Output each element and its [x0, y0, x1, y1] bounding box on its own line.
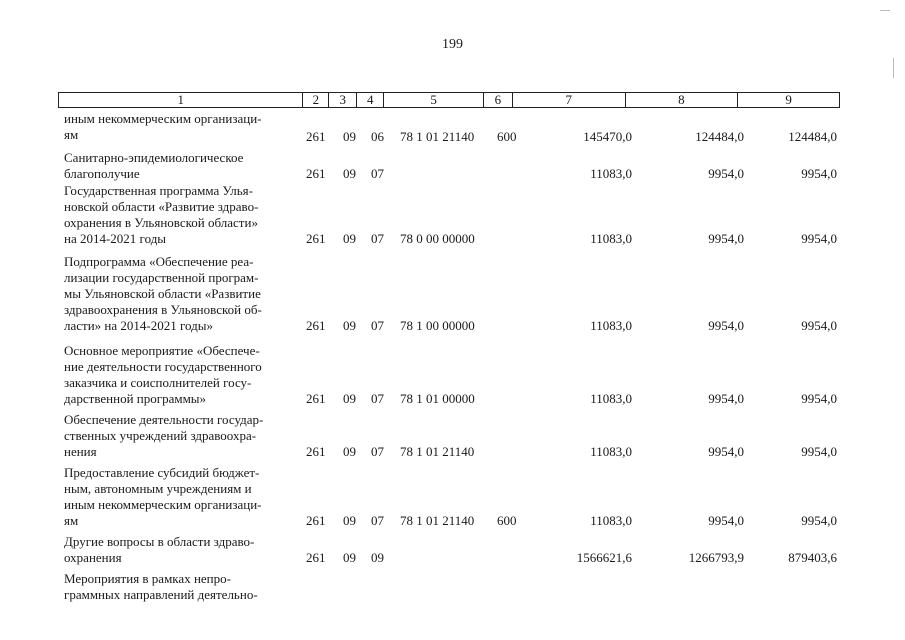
- description-line: ние деятельности государственного: [64, 359, 262, 374]
- cell-c7: 11083,0: [590, 444, 632, 459]
- cell-c4: 09: [371, 550, 384, 565]
- description-line: охранения в Ульяновской области»: [64, 215, 258, 230]
- cell-c7: 11083,0: [590, 231, 632, 246]
- description-line: новской области «Развитие здраво-: [64, 199, 259, 214]
- cell-c2: 261: [306, 550, 326, 565]
- cell-c8: 9954,0: [708, 513, 744, 528]
- cell-c7: 11083,0: [590, 391, 632, 406]
- cell-c6: 600: [497, 129, 517, 144]
- table-row: [0, 534, 905, 566]
- description-line: охранения: [64, 550, 122, 565]
- row-description: [64, 465, 300, 529]
- cell-c5: 78 1 01 21140: [400, 129, 475, 144]
- description-line: ям: [64, 513, 79, 528]
- cell-c2: 261: [306, 391, 326, 406]
- cell-c8: 9954,0: [708, 391, 744, 406]
- description-line: Мероприятия в рамках непро-: [64, 571, 231, 586]
- cell-c2: 261: [306, 166, 326, 181]
- description-line: Обеспечение деятельности государ-: [64, 412, 264, 427]
- cell-c3: 09: [343, 318, 356, 333]
- cell-c3: 09: [343, 513, 356, 528]
- table-row: [0, 571, 905, 603]
- cell-c4: 06: [371, 129, 384, 144]
- cell-c8: 1266793,9: [688, 550, 744, 565]
- cell-c2: 261: [306, 318, 326, 333]
- description-line: иным некоммерческим организаци-: [64, 497, 262, 512]
- cell-c4: 07: [371, 166, 384, 181]
- description-line: граммных направлений деятельно-: [64, 587, 258, 602]
- description-line: Санитарно-эпидемиологическое: [64, 150, 244, 165]
- cell-c4: 07: [371, 231, 384, 246]
- scan-artifact: [880, 10, 890, 11]
- header-col-9: 9: [785, 92, 792, 107]
- table-row: [0, 254, 905, 334]
- cell-c5: 78 1 01 00000: [400, 391, 475, 406]
- cell-c9: 9954,0: [801, 513, 837, 528]
- cell-c5: 78 1 00 00000: [400, 318, 475, 333]
- page-number: 199: [442, 37, 463, 52]
- cell-c7: 11083,0: [590, 166, 632, 181]
- description-line: ям: [64, 127, 79, 142]
- row-description: [64, 412, 300, 460]
- header-col-7: 7: [513, 93, 626, 107]
- cell-c4: 07: [371, 318, 384, 333]
- header-col-3: 3: [329, 93, 357, 107]
- header-col-4: 4: [357, 93, 384, 107]
- description-line: дарственной программы»: [64, 391, 207, 406]
- header-col-6: 6: [484, 93, 513, 107]
- description-line: иным некоммерческим организаци-: [64, 111, 262, 126]
- cell-c3: 09: [343, 550, 356, 565]
- scan-artifact: [893, 58, 894, 78]
- row-description: [64, 254, 300, 334]
- table-row: [0, 465, 905, 529]
- description-line: Другие вопросы в области здраво-: [64, 534, 255, 549]
- description-line: нения: [64, 444, 97, 459]
- row-description: [64, 150, 300, 182]
- cell-c8: 124484,0: [695, 129, 744, 144]
- header-col-5: 5: [384, 93, 484, 107]
- table-row: [0, 150, 905, 182]
- header-col-2: 2: [303, 93, 329, 107]
- cell-c8: 9954,0: [708, 444, 744, 459]
- cell-c3: 09: [343, 129, 356, 144]
- description-line: здравоохранения в Ульяновской об-: [64, 302, 262, 317]
- cell-c3: 09: [343, 231, 356, 246]
- cell-c2: 261: [306, 444, 326, 459]
- cell-c3: 09: [343, 391, 356, 406]
- row-description: [64, 343, 300, 407]
- description-line: Основное мероприятие «Обеспече-: [64, 343, 260, 358]
- description-line: ласти» на 2014-2021 годы»: [64, 318, 213, 333]
- table-row: [0, 412, 905, 460]
- description-line: благополучие: [64, 166, 140, 181]
- cell-c8: 9954,0: [708, 231, 744, 246]
- cell-c4: 07: [371, 391, 384, 406]
- description-line: ственных учреждений здравоохра-: [64, 428, 257, 443]
- cell-c9: 9954,0: [801, 391, 837, 406]
- description-line: Предоставление субсидий бюджет-: [64, 465, 260, 480]
- cell-c8: 9954,0: [708, 318, 744, 333]
- row-description: [64, 183, 300, 247]
- cell-c2: 261: [306, 231, 326, 246]
- cell-c9: 9954,0: [801, 231, 837, 246]
- cell-c5: 78 1 01 21140: [400, 444, 475, 459]
- table-header: [58, 92, 840, 108]
- cell-c9: 9954,0: [801, 166, 837, 181]
- cell-c2: 261: [306, 513, 326, 528]
- cell-c7: 145470,0: [583, 129, 632, 144]
- description-line: мы Ульяновской области «Развитие: [64, 286, 261, 301]
- cell-c4: 07: [371, 444, 384, 459]
- cell-c9: 9954,0: [801, 318, 837, 333]
- cell-c7: 11083,0: [590, 318, 632, 333]
- description-line: ным, автономным учреждениям и: [64, 481, 252, 496]
- cell-c9: 9954,0: [801, 444, 837, 459]
- description-line: лизации государственной програм-: [64, 270, 259, 285]
- cell-c3: 09: [343, 166, 356, 181]
- table-row: [0, 111, 905, 145]
- cell-c3: 09: [343, 444, 356, 459]
- description-line: Государственная программа Улья-: [64, 183, 253, 198]
- row-description: [64, 111, 300, 143]
- cell-c8: 9954,0: [708, 166, 744, 181]
- cell-c9: 879403,6: [788, 550, 837, 565]
- header-col-1: 1: [59, 93, 303, 107]
- description-line: Подпрограмма «Обеспечение реа-: [64, 254, 254, 269]
- description-line: заказчика и соисполнителей госу-: [64, 375, 252, 390]
- cell-c5: 78 1 01 21140: [400, 513, 475, 528]
- cell-c4: 07: [371, 513, 384, 528]
- cell-c5: 78 0 00 00000: [400, 231, 475, 246]
- description-line: на 2014-2021 годы: [64, 231, 167, 246]
- cell-c2: 261: [306, 129, 326, 144]
- cell-c9: 124484,0: [788, 129, 837, 144]
- table-row: [0, 183, 905, 247]
- cell-c6: 600: [497, 513, 517, 528]
- table-row: [0, 343, 905, 407]
- cell-c7: 11083,0: [590, 513, 632, 528]
- row-description: [64, 571, 300, 603]
- row-description: [64, 534, 300, 566]
- cell-c7: 1566621,6: [576, 550, 632, 565]
- header-col-8: 8: [626, 93, 739, 107]
